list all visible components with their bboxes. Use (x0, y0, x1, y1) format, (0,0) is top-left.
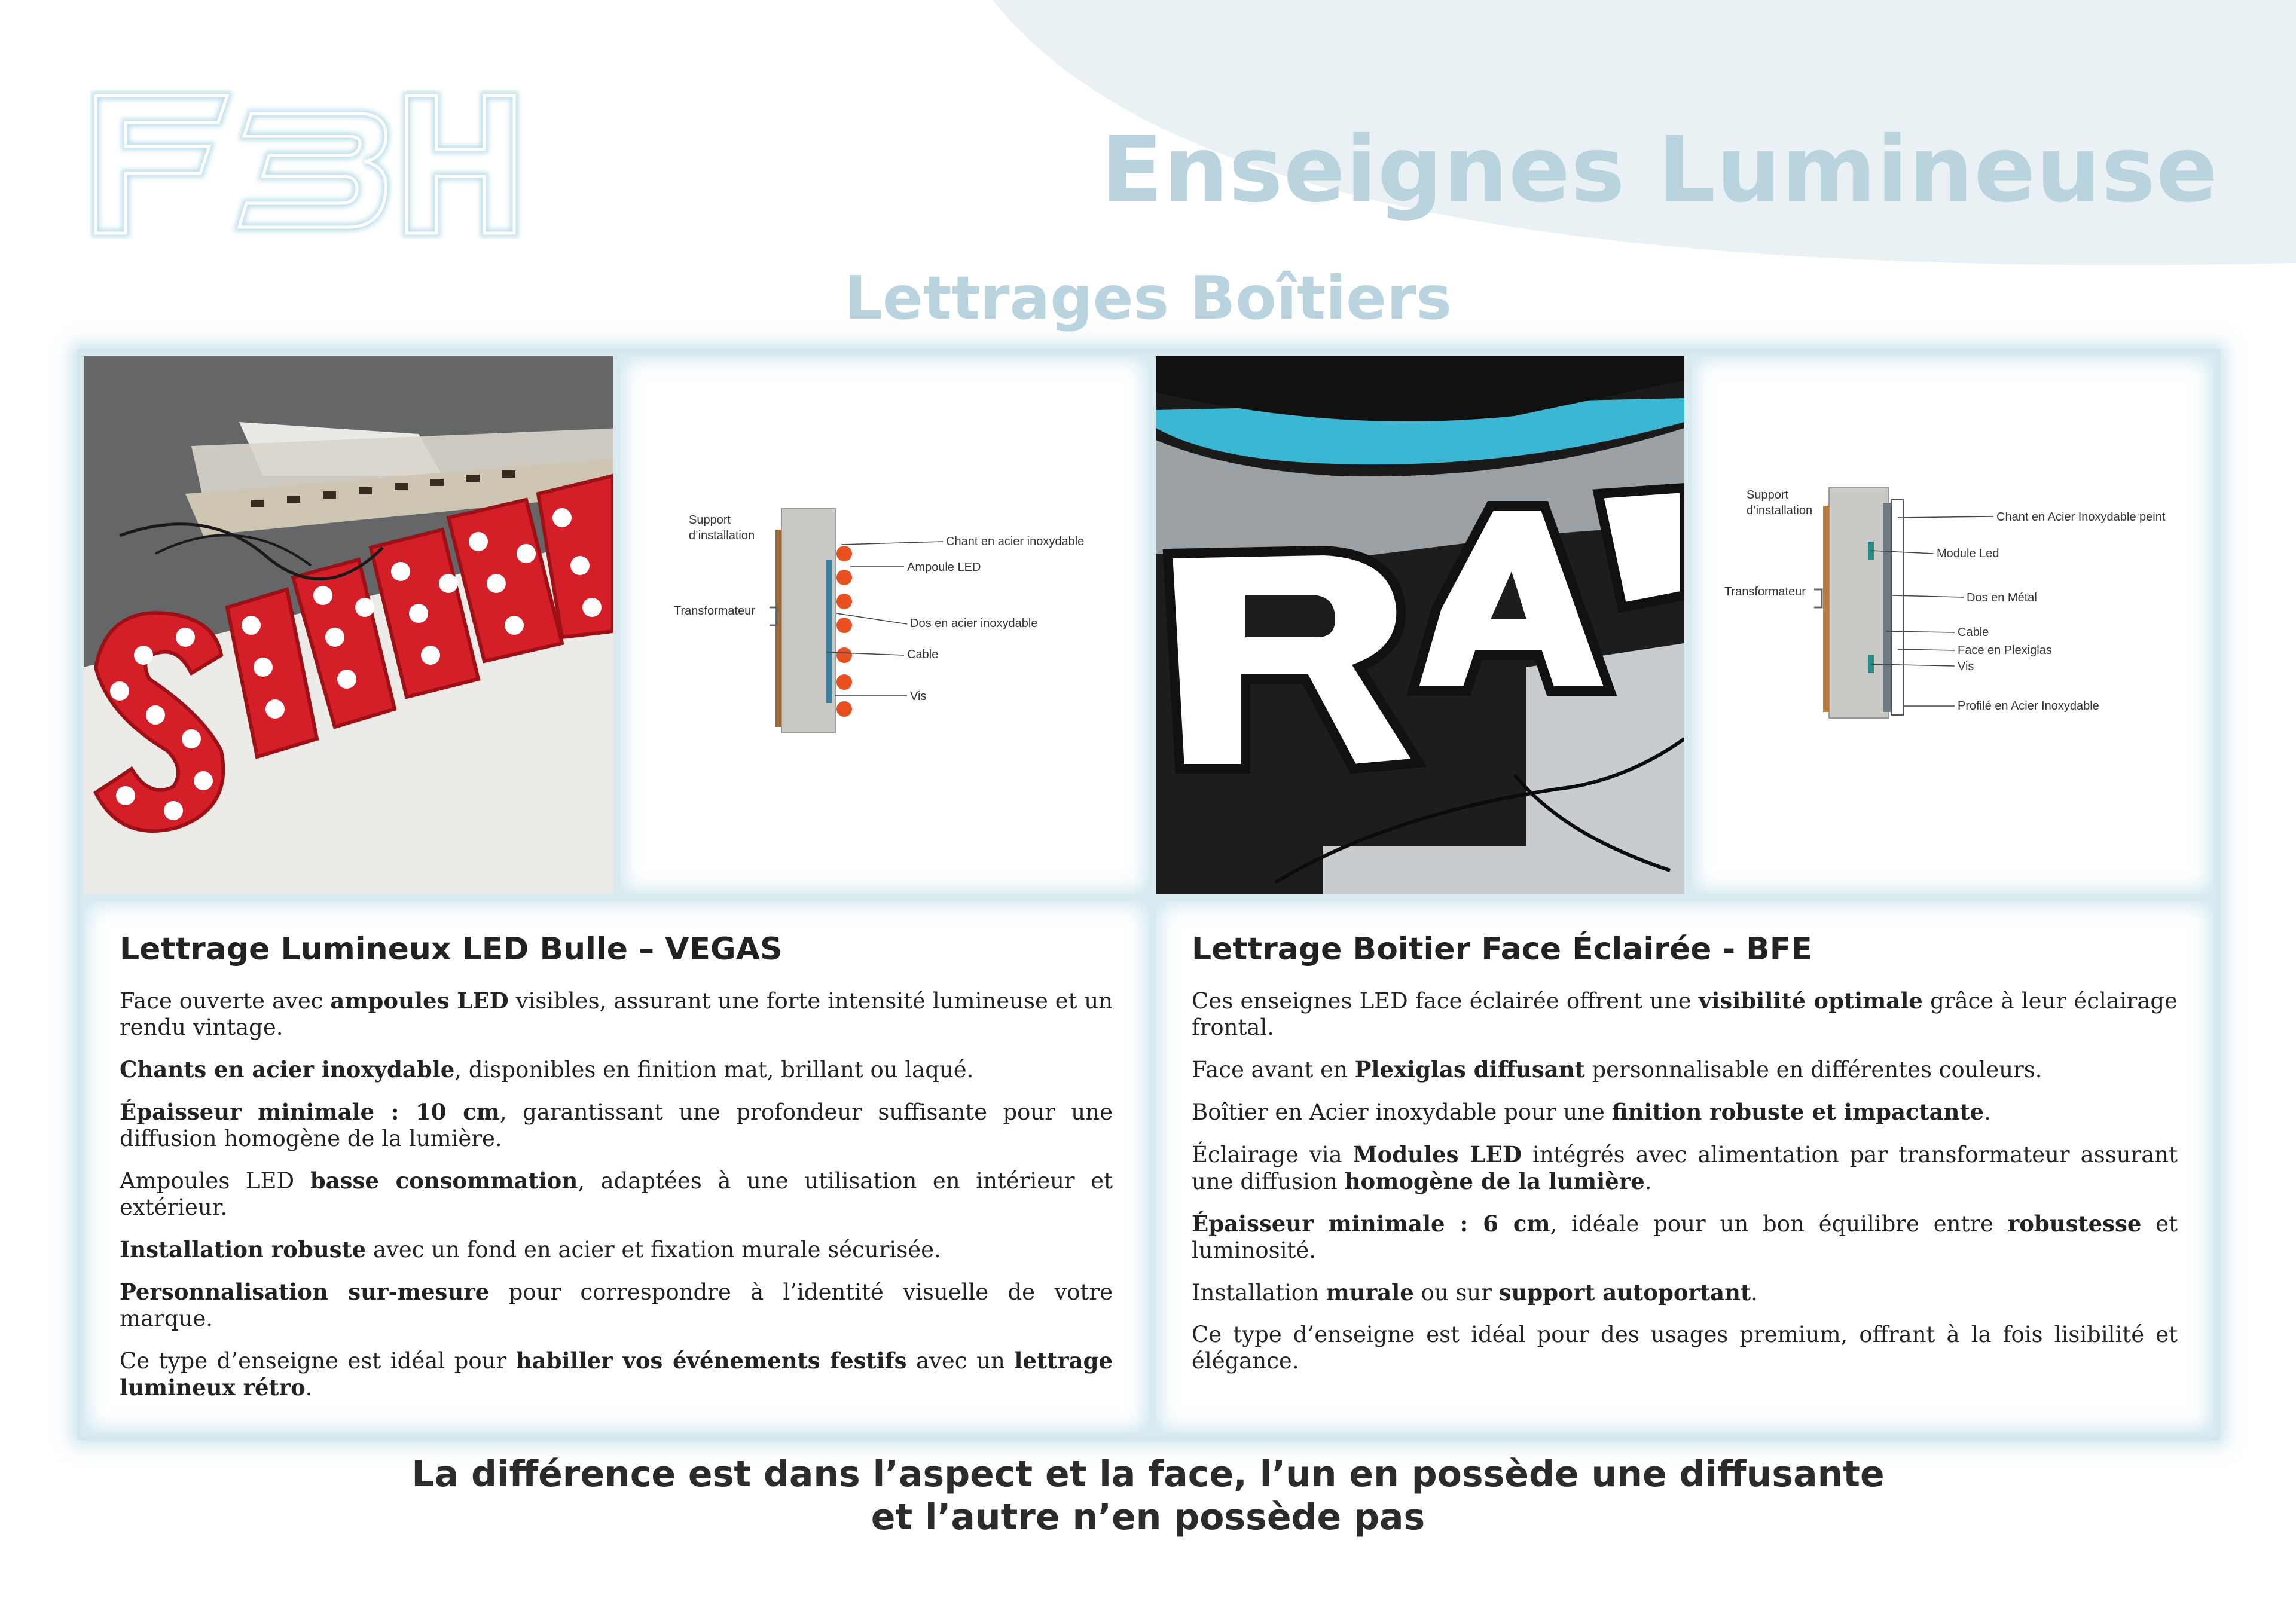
text-run: visibles, assurant une forte intensité lumineuse et un rendu vintage. (120, 988, 1113, 1040)
text-run: Installation (1192, 1280, 1326, 1306)
vegas-label-vis: Vis (910, 690, 927, 703)
text-run: intégrés avec alimentation par transformateur assurant une diffusion (1192, 1142, 2178, 1194)
paragraph (1192, 1056, 2178, 1083)
paragraph (1192, 1279, 2178, 1306)
bfe-diagram-cell (1688, 353, 2217, 898)
text-run: Ce type d’enseigne est idéal pour (120, 1348, 516, 1374)
bold-text: robustesse (2007, 1211, 2142, 1237)
paragraph (1192, 988, 2178, 1041)
bfe-paragraphs (1192, 988, 2178, 1374)
bfe-face-lit-letters-photo (1156, 356, 1684, 894)
page-subtitle: Lettrages Boîtiers (844, 263, 1452, 333)
text-run: . (1644, 1169, 1652, 1194)
vegas-label-ampoule: Ampoule LED (907, 561, 981, 574)
text-run: grâce à leur éclairage frontal. (1192, 988, 2178, 1040)
bfe-label-profile: Profilé en Acier Inoxydable (1958, 699, 2099, 713)
vegas-paragraphs (120, 988, 1113, 1401)
text-run: Ce type d’enseigne est idéal pour des usages premium, offrant à la fois lisibilité et élégance. (1192, 1322, 2178, 1374)
bold-text: murale (1326, 1279, 1414, 1306)
text-run: Boîtier en Acier inoxydable pour une (1192, 1099, 1612, 1125)
bfe-title: Lettrage Boitier Face Éclairée - BFE (1192, 931, 1812, 967)
text-run: pour correspondre à l’identité visuelle de votre marque. (120, 1279, 1113, 1331)
bold-text: support autoportant (1498, 1279, 1751, 1306)
paragraph (120, 1056, 1113, 1083)
text-run: , disponibles en finition mat, brillant ou laqué. (454, 1057, 974, 1083)
vegas-cross-section-diagram (620, 356, 1149, 894)
page-title: Enseignes Lumineuse (1101, 117, 2218, 222)
footer-line-2: et l’autre n’en possède pas (871, 1496, 1425, 1538)
bold-text: basse consommation (310, 1167, 578, 1194)
bfe-text-panel (1152, 898, 2217, 1436)
text-run: Face avant en (1192, 1057, 1355, 1083)
bold-text: Plexiglas diffusant (1354, 1056, 1585, 1083)
text-run: . (1751, 1280, 1758, 1306)
text-run: , garantissant une profondeur suffisante pour une diffusion homogène de la lumière. (120, 1099, 1113, 1151)
content-frame (77, 349, 2221, 1440)
vegas-diagram-cell (616, 353, 1152, 898)
bfe-label-module: Module Led (1937, 547, 1999, 560)
bfe-cross-section-diagram (1692, 356, 2213, 894)
bfe-photo-cell (1152, 353, 1688, 898)
paragraph (120, 1167, 1113, 1221)
bfe-transformer-label: Transformateur (1724, 585, 1806, 598)
text-run: . (305, 1375, 313, 1401)
bold-text: Chants en acier inoxydable (120, 1056, 455, 1083)
bold-text: Épaisseur minimale : 10 cm (120, 1099, 500, 1125)
text-run: Ces enseignes LED face éclairée offrent une (1192, 988, 1699, 1014)
bold-text: habiller vos événements festifs (515, 1347, 907, 1374)
footer-statement (0, 1453, 2296, 1539)
text-run: Ampoules LED (120, 1168, 310, 1194)
text-run: . (1984, 1099, 1991, 1125)
bfe-support-label-2: d’installation (1747, 504, 1813, 517)
fbh-logo (90, 90, 526, 239)
paragraph (120, 988, 1113, 1041)
paragraph (120, 1347, 1113, 1401)
bold-text: visibilité optimale (1698, 988, 1923, 1014)
text-run: Éclairage via (1192, 1142, 1353, 1167)
vegas-support-label-2: d’installation (689, 529, 755, 542)
text-run: avec un fond en acier et fixation murale sécurisée. (366, 1237, 941, 1263)
bold-text: finition robuste et impactante (1611, 1099, 1984, 1125)
text-run: , idéale pour un bon équilibre entre (1550, 1211, 2008, 1237)
vegas-label-cable: Cable (907, 648, 939, 661)
paragraph (1192, 1141, 2178, 1195)
paragraph (1192, 1322, 2178, 1374)
vegas-text-panel (80, 898, 1152, 1436)
bfe-label-chant: Chant en Acier Inoxydable peint (1996, 511, 2166, 524)
bfe-label-face: Face en Plexiglas (1958, 644, 2052, 657)
vegas-photo-cell (80, 353, 616, 898)
footer-line-1: La différence est dans l’aspect et la face, l’un en possède une diffusante (411, 1453, 1885, 1495)
bold-text: homogène de la lumière (1344, 1168, 1645, 1194)
bfe-label-cable: Cable (1958, 626, 1989, 639)
bold-text: lettrage lumineux rétro (120, 1347, 1113, 1401)
text-run: Face ouverte avec (120, 988, 331, 1014)
paragraph (120, 1099, 1113, 1152)
bold-text: ampoules LED (330, 988, 509, 1014)
vegas-label-dos: Dos en acier inoxydable (910, 617, 1038, 630)
bold-text: Personnalisation sur-mesure (120, 1279, 490, 1305)
paragraph (120, 1236, 1113, 1263)
bold-text: Épaisseur minimale : 6 cm (1192, 1211, 1550, 1237)
bold-text: Installation robuste (120, 1236, 367, 1263)
text-run: avec un (906, 1348, 1015, 1374)
vegas-title: Lettrage Lumineux LED Bulle – VEGAS (120, 931, 783, 967)
paragraph (120, 1279, 1113, 1332)
paragraph (1192, 1099, 2178, 1126)
text-run: et luminosité. (1192, 1211, 2178, 1263)
paragraph (1192, 1211, 2178, 1264)
bold-text: Modules LED (1352, 1141, 1522, 1167)
bfe-label-dos: Dos en Métal (1967, 591, 2037, 604)
vegas-transformer-label: Transformateur (674, 604, 755, 618)
text-run: personnalisable en différentes couleurs. (1584, 1057, 2042, 1083)
vegas-bulb-letters-photo (84, 356, 613, 894)
text-run: , adaptées à une utilisation en intérieur et extérieur. (120, 1168, 1113, 1220)
vegas-label-chant: Chant en acier inoxydable (946, 535, 1085, 548)
bfe-support-label-1: Support (1747, 488, 1789, 502)
vegas-support-label-1: Support (689, 514, 731, 527)
text-run: ou sur (1413, 1280, 1499, 1306)
bfe-label-vis: Vis (1958, 660, 1974, 673)
